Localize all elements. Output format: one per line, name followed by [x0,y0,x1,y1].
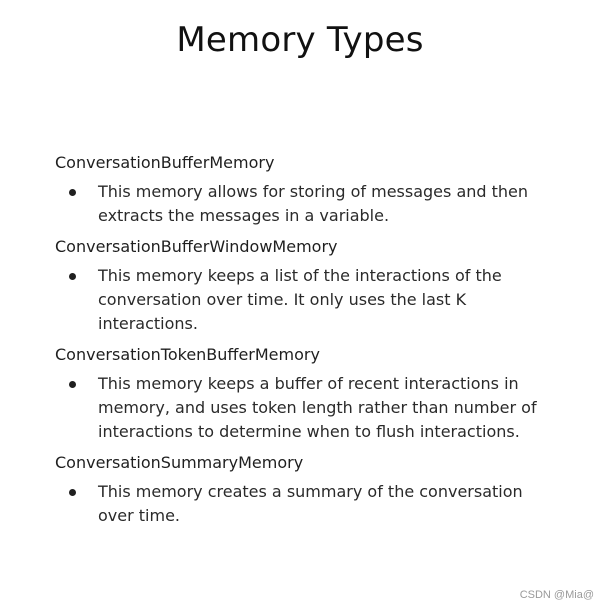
bullet-dot-icon [69,381,76,388]
bullet-item [55,180,575,228]
section-heading: ConversationSummaryMemory [55,453,304,472]
bullet-text: This memory keeps a buffer of recent interactions in memory, and uses token length rather than number of interactions to determine when to flush interactions. [98,374,537,441]
bullet-text: This memory creates a summary of the conversation over time. [98,482,523,525]
section-heading: ConversationBufferWindowMemory [55,237,338,256]
watermark: CSDN @Mia@ [519,589,594,601]
memory-type-section [55,236,575,336]
bullet-dot-icon [69,273,76,280]
bullet-text: This memory keeps a list of the interactions of the conversation over time. It only uses the last K interactions. [98,266,502,333]
memory-type-section [55,344,575,444]
section-heading: ConversationTokenBufferMemory [55,345,320,364]
page-title: Memory Types [176,20,424,60]
memory-type-section [55,452,575,528]
bullet-text: This memory allows for storing of messages and then extracts the messages in a variable. [98,182,529,225]
memory-types-list [55,152,575,536]
bullet-item [55,264,575,336]
memory-type-section [55,152,575,228]
section-heading: ConversationBufferMemory [55,153,275,172]
bullet-dot-icon [69,189,76,196]
bullet-item [55,480,575,528]
bullet-dot-icon [69,489,76,496]
bullet-item [55,372,575,444]
